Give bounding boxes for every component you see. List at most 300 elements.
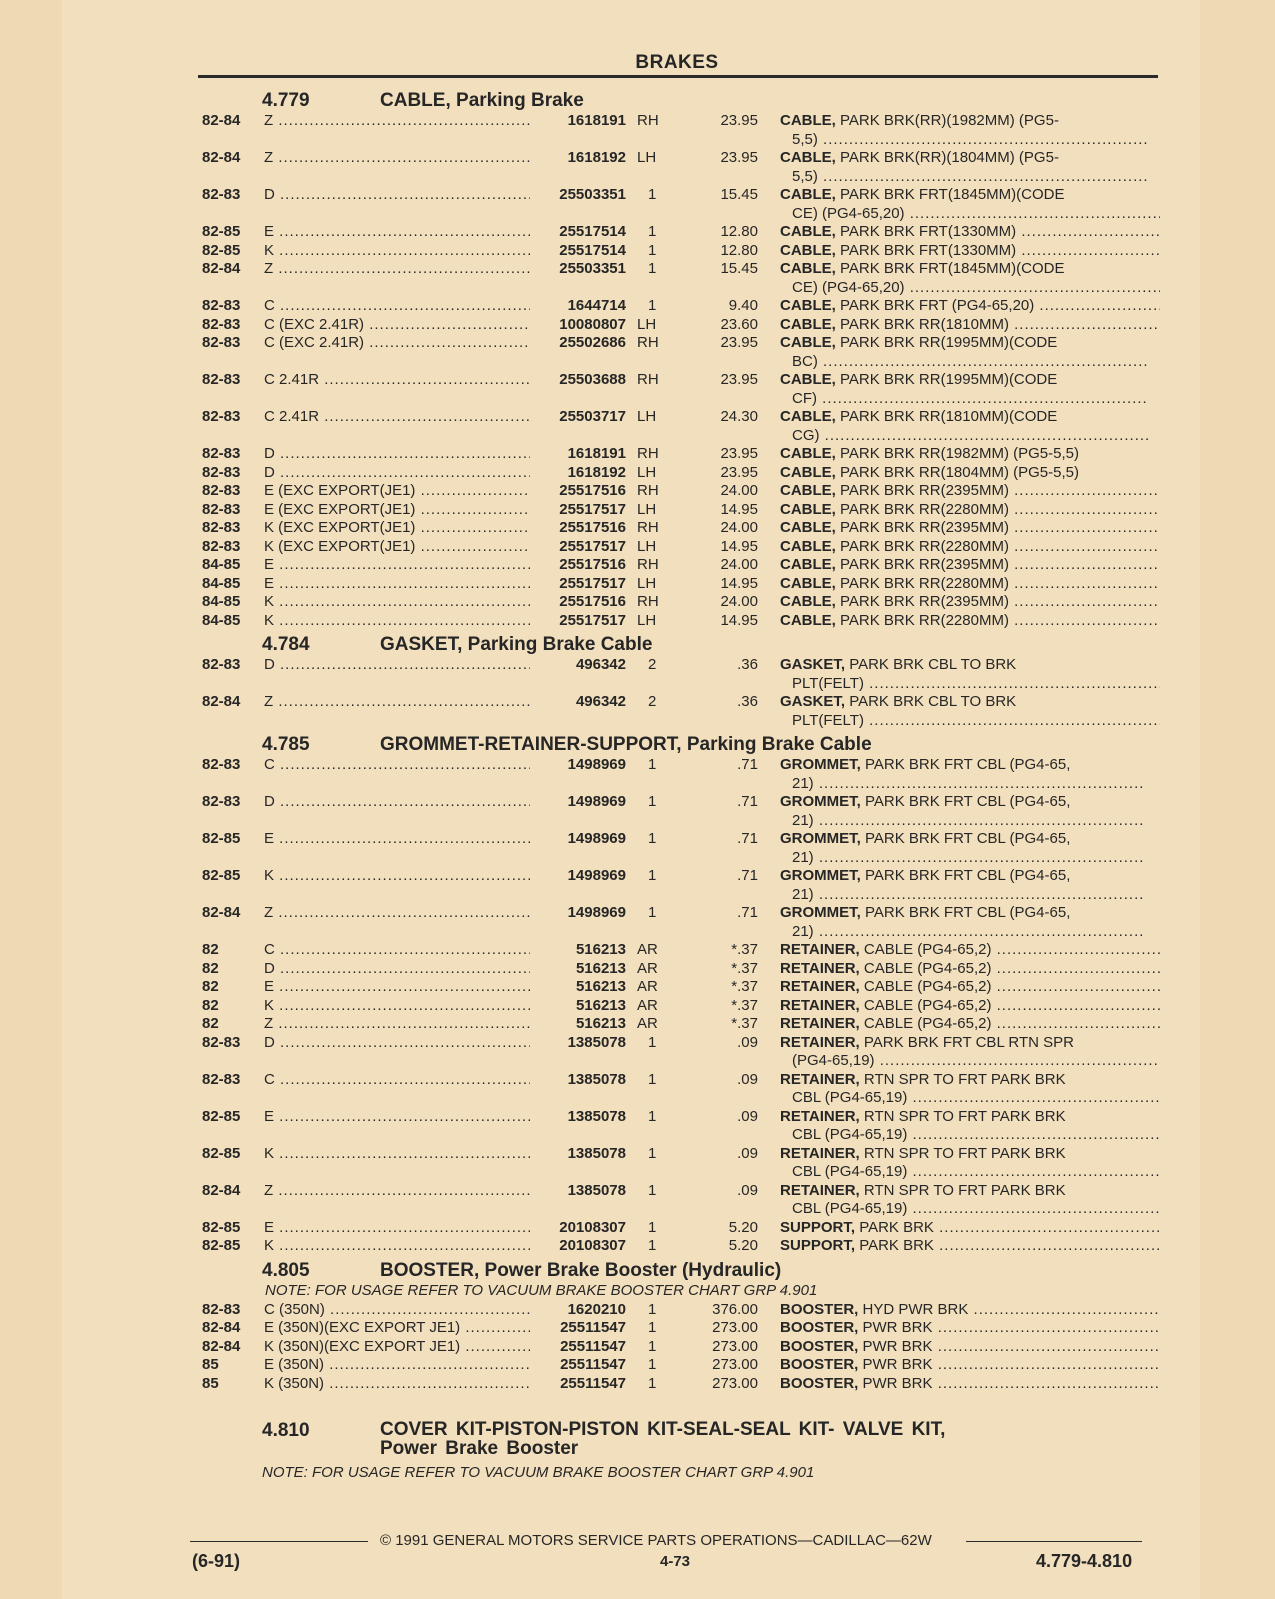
description-text: PARK BRK RR(1995MM)(CODE <box>840 334 1058 351</box>
price: 5.20 <box>728 1237 758 1254</box>
price: 23.60 <box>720 315 758 333</box>
description-text: HYD PWR BRK <box>862 1300 969 1318</box>
description-keyword: CABLE, <box>780 260 836 277</box>
quantity: LH <box>637 611 657 629</box>
price: 24.00 <box>720 482 758 499</box>
description <box>780 482 1160 501</box>
description-keyword: CABLE, <box>780 537 836 555</box>
part-number: 496342 <box>530 656 626 675</box>
model-years: 84-85 <box>202 593 241 610</box>
description <box>780 693 1160 730</box>
part-row <box>200 960 1160 979</box>
description-text: CABLE (PG4-65,2) <box>863 959 992 977</box>
price: 273.00 <box>712 1356 758 1373</box>
quantity: RH <box>637 445 659 462</box>
quantity: 1 <box>648 1356 657 1373</box>
model-years: 82 <box>202 978 219 995</box>
description-line1 <box>780 756 1070 773</box>
model-years: 84-85 <box>202 574 241 592</box>
description <box>780 371 1160 408</box>
quantity: 1 <box>648 1319 657 1336</box>
description-keyword: RETAINER, <box>780 1181 860 1199</box>
part-number: 1498969 <box>530 793 626 812</box>
part-number: 516213 <box>530 960 626 979</box>
description-keyword: CABLE, <box>780 223 836 240</box>
part-number: 1498969 <box>530 867 626 886</box>
part-number: 25502686 <box>530 334 626 353</box>
model-years: 84-85 <box>202 611 241 629</box>
part-number: 25503351 <box>530 260 626 279</box>
model-years: 82-85 <box>202 1218 241 1236</box>
model-years: 82-83 <box>202 297 241 314</box>
section-title <box>380 634 652 656</box>
description-line1 <box>780 960 1160 977</box>
quantity: 1 <box>648 1337 657 1355</box>
quantity: 1 <box>648 297 657 314</box>
section-note: NOTE: FOR USAGE REFER TO VACUUM BRAKE BOOSTER CHART GRP 4.901 <box>262 1464 815 1481</box>
series-code: Z ..... <box>264 693 531 712</box>
description-text: PARK BRK RR(2395MM) <box>840 519 1009 536</box>
quantity: RH <box>637 593 659 610</box>
model-years: 82-83 <box>202 482 241 499</box>
part-number: 25517516 <box>530 556 626 575</box>
description-line2: PLT(FELT) ..... <box>780 712 1160 731</box>
description-line2: 5,5) ..... <box>780 131 1160 150</box>
description-line1 <box>780 830 1070 847</box>
section-title-rest: Power Brake Booster (Hydraulic) <box>484 1259 782 1281</box>
description <box>780 1071 1160 1108</box>
description-line2: 21) ..... <box>780 923 1160 942</box>
description-text: RTN SPR TO FRT PARK BRK <box>863 1144 1066 1162</box>
description-line1 <box>780 334 1057 351</box>
description-text: CABLE (PG4-65,2) <box>863 1015 992 1032</box>
model-years: 82-85 <box>202 830 241 847</box>
quantity: 1 <box>648 1107 657 1125</box>
description-line1 <box>780 371 1057 388</box>
revision-date: (6-91) <box>192 1551 241 1571</box>
series-code: D ..... <box>264 960 531 979</box>
quantity: AR <box>637 996 658 1014</box>
part-row <box>200 830 1160 867</box>
model-years: 82-83 <box>202 656 241 673</box>
description-keyword: CABLE, <box>780 574 836 592</box>
description-text: PARK BRK RR(2280MM) <box>840 537 1009 555</box>
description <box>780 978 1160 997</box>
quantity: 1 <box>648 793 657 810</box>
description-line1 <box>780 793 1070 810</box>
part-number: 1498969 <box>530 904 626 923</box>
description-keyword: CABLE, <box>780 297 836 314</box>
model-years: 82-83 <box>202 334 241 351</box>
series-code: Z ..... <box>264 904 531 923</box>
description-line1 <box>780 112 1059 129</box>
price: .36 <box>737 656 758 673</box>
series-code: D ..... <box>264 656 531 675</box>
part-row <box>200 464 1160 483</box>
model-years: 82-83 <box>202 1070 241 1088</box>
description-text: PARK BRK CBL TO BRK <box>849 656 1017 673</box>
model-years: 82-83 <box>202 445 241 462</box>
series-code: C 2.41R ..... <box>264 408 531 427</box>
part-number: 1644714 <box>530 297 626 316</box>
part-number: 25503688 <box>530 371 626 390</box>
description-line1 <box>780 1219 1160 1236</box>
model-years: 82-84 <box>202 904 241 921</box>
description <box>780 242 1160 261</box>
part-row <box>200 756 1160 793</box>
price: 14.95 <box>720 500 758 518</box>
description <box>780 1338 1160 1357</box>
description-line1 <box>780 575 1160 592</box>
part-row <box>200 112 1160 149</box>
description-text: PWR BRK <box>862 1374 933 1392</box>
price: .09 <box>737 1144 758 1162</box>
price: 273.00 <box>712 1337 758 1355</box>
footer-rule-left <box>190 1541 368 1542</box>
price: *.37 <box>731 941 758 958</box>
description-keyword: CABLE, <box>780 519 836 536</box>
description-line2: 21) ..... <box>780 849 1160 868</box>
part-row <box>200 904 1160 941</box>
quantity: 1 <box>648 1237 657 1254</box>
series-code: C 2.41R ..... <box>264 371 531 390</box>
quantity: 1 <box>648 1374 657 1392</box>
price: 9.40 <box>728 297 758 314</box>
price: .09 <box>737 1033 758 1051</box>
part-row <box>200 501 1160 520</box>
series-code: D ..... <box>264 1034 531 1053</box>
series-code: C ..... <box>264 756 531 775</box>
price: 12.80 <box>720 223 758 240</box>
description-line2: CG) ..... <box>780 427 1160 446</box>
quantity: 1 <box>648 260 657 277</box>
model-years: 82-83 <box>202 756 241 773</box>
series-code: C ..... <box>264 297 531 316</box>
description-keyword: GROMMET, <box>780 793 861 810</box>
price: 273.00 <box>712 1374 758 1392</box>
quantity: RH <box>637 371 659 388</box>
part-row <box>200 656 1160 693</box>
description-line1 <box>780 316 1160 333</box>
description-line2: CBL (PG4-65,19) ..... <box>780 1200 1160 1219</box>
price: 23.95 <box>720 334 758 351</box>
description-keyword: CABLE, <box>780 334 836 351</box>
description-text: CABLE (PG4-65,2) <box>863 996 992 1014</box>
model-years: 84-85 <box>202 556 241 573</box>
part-number: 25517517 <box>530 538 626 557</box>
description-keyword: CABLE, <box>780 482 836 499</box>
description-keyword: CABLE, <box>780 593 836 610</box>
part-number: 1498969 <box>530 756 626 775</box>
description-line1 <box>780 612 1160 629</box>
description-text: CABLE (PG4-65,2) <box>863 978 992 995</box>
quantity: 1 <box>648 867 657 884</box>
description-text: RTN SPR TO FRT PARK BRK <box>863 1107 1066 1125</box>
footer-rule-right <box>966 1541 1142 1542</box>
description <box>780 445 1160 464</box>
description-text: PARK BRK RR(2280MM) <box>840 500 1009 518</box>
part-number: 1618192 <box>530 149 626 168</box>
part-row <box>200 371 1160 408</box>
description <box>780 408 1160 445</box>
series-code: Z ..... <box>264 112 531 131</box>
series-code: E ..... <box>264 1108 531 1127</box>
quantity: 1 <box>648 904 657 921</box>
description-line1 <box>780 297 1160 314</box>
copyright-line: © 1991 GENERAL MOTORS SERVICE PARTS OPERATIONS—CADILLAC—62W <box>380 1532 932 1549</box>
description-keyword: BOOSTER, <box>780 1374 859 1392</box>
model-years: 82-83 <box>202 408 241 425</box>
description-line2: CF) ..... <box>780 390 1160 409</box>
description-line2: CE) (PG4-65,20) ..... <box>780 279 1160 298</box>
description <box>780 793 1160 830</box>
description-line1 <box>780 1034 1074 1051</box>
description <box>780 1301 1160 1320</box>
part-row <box>200 997 1160 1016</box>
price: 5.20 <box>728 1218 758 1236</box>
price: .09 <box>737 1181 758 1199</box>
part-row <box>200 693 1160 730</box>
part-row <box>200 612 1160 631</box>
description <box>780 149 1160 186</box>
description-line2: 21) ..... <box>780 886 1160 905</box>
description-line1 <box>780 978 1160 995</box>
description-keyword: GROMMET, <box>780 867 861 884</box>
description <box>780 556 1160 575</box>
description <box>780 1015 1160 1034</box>
section-number: 4.805 <box>262 1259 310 1281</box>
quantity: AR <box>637 959 658 977</box>
description <box>780 1375 1160 1394</box>
section-heading <box>200 630 1160 656</box>
series-code: K ..... <box>264 593 531 612</box>
series-code: D ..... <box>264 186 531 205</box>
quantity: 1 <box>648 1218 657 1236</box>
price: 23.95 <box>720 445 758 462</box>
part-row <box>200 1237 1160 1256</box>
series-code: K ..... <box>264 1145 531 1164</box>
description-text: PARK BRK RR(1804MM) (PG5-5,5) <box>840 463 1079 481</box>
series-code: C ..... <box>264 1071 531 1090</box>
price: .09 <box>737 1107 758 1125</box>
part-number: 25517517 <box>530 612 626 631</box>
series-code: Z ..... <box>264 149 531 168</box>
section-number: 4.810 <box>262 1420 310 1441</box>
series-code: E ..... <box>264 978 531 997</box>
model-years: 82-85 <box>202 1237 241 1254</box>
series-code: C (350N) ..... <box>264 1301 531 1320</box>
description <box>780 1356 1160 1375</box>
description-keyword: CABLE, <box>780 445 836 462</box>
part-row <box>200 1145 1160 1182</box>
description-text: PARK BRK FRT CBL (PG4-65, <box>865 904 1071 921</box>
model-years: 85 <box>202 1356 219 1373</box>
quantity: RH <box>637 556 659 573</box>
price: 273.00 <box>712 1319 758 1336</box>
part-row <box>200 941 1160 960</box>
description-line2: (PG4-65,19) ..... <box>780 1052 1160 1071</box>
description-line1 <box>780 1015 1160 1032</box>
series-code: D ..... <box>264 793 531 812</box>
description-keyword: RETAINER, <box>780 996 860 1014</box>
model-years: 82-84 <box>202 693 241 710</box>
description-line1 <box>780 501 1160 518</box>
part-row <box>200 793 1160 830</box>
description-line1 <box>780 941 1160 958</box>
description-keyword: RETAINER, <box>780 978 860 995</box>
description-keyword: CABLE, <box>780 371 836 388</box>
quantity: LH <box>637 574 657 592</box>
price: 12.80 <box>720 241 758 259</box>
description-line1 <box>780 904 1070 921</box>
description-line1 <box>780 186 1065 203</box>
description <box>780 1319 1160 1338</box>
description-text: PARK BRK CBL TO BRK <box>849 693 1017 710</box>
description-text: PARK BRK RR(1982MM) (PG5-5,5) <box>840 445 1079 462</box>
model-years: 82-85 <box>202 1107 241 1125</box>
section-number: 4.785 <box>262 734 310 755</box>
part-row <box>200 186 1160 223</box>
price: *.37 <box>731 996 758 1014</box>
part-number: 25503717 <box>530 408 626 427</box>
header-rule <box>198 75 1158 78</box>
description-text: PARK BRK FRT(1330MM) <box>840 241 1017 259</box>
description-keyword: SUPPORT, <box>780 1237 856 1254</box>
description-line1 <box>780 149 1059 166</box>
description-line1 <box>780 593 1160 610</box>
quantity: LH <box>637 500 657 518</box>
series-code: C ..... <box>264 941 531 960</box>
series-code: C (EXC 2.41R) ..... <box>264 316 531 335</box>
description <box>780 1108 1160 1145</box>
part-row <box>200 223 1160 242</box>
description-text: PARK BRK RR(1995MM)(CODE <box>840 371 1058 388</box>
description <box>780 501 1160 520</box>
description <box>780 1219 1160 1238</box>
model-years: 82 <box>202 1015 219 1032</box>
description <box>780 260 1160 297</box>
part-row <box>200 519 1160 538</box>
series-code: Z ..... <box>264 260 531 279</box>
section-title <box>380 734 872 756</box>
description <box>780 656 1160 693</box>
description-line2: 21) ..... <box>780 812 1160 831</box>
part-row <box>200 556 1160 575</box>
description-text: PARK BRK <box>859 1218 934 1236</box>
description-keyword: CABLE, <box>780 463 836 481</box>
part-row <box>200 297 1160 316</box>
quantity: 1 <box>648 186 657 203</box>
price: 14.95 <box>720 574 758 592</box>
price: 23.95 <box>720 112 758 129</box>
price: 23.95 <box>720 149 758 166</box>
description-text: PWR BRK <box>862 1319 933 1336</box>
series-code: E ..... <box>264 556 531 575</box>
description <box>780 519 1160 538</box>
description-keyword: CABLE, <box>780 112 836 129</box>
description-line1 <box>780 445 1079 462</box>
part-row <box>200 575 1160 594</box>
description-text: PWR BRK <box>862 1356 933 1373</box>
part-number: 25517517 <box>530 501 626 520</box>
model-years: 82-84 <box>202 260 241 277</box>
part-number: 1620210 <box>530 1301 626 1320</box>
description-keyword: GROMMET, <box>780 830 861 847</box>
part-number: 25511547 <box>530 1319 626 1338</box>
part-number: 516213 <box>530 1015 626 1034</box>
quantity: RH <box>637 482 659 499</box>
price: .71 <box>737 830 758 847</box>
part-row <box>200 1375 1160 1394</box>
description-line2: 21) ..... <box>780 775 1160 794</box>
price: .09 <box>737 1070 758 1088</box>
description-line1 <box>780 1301 1160 1318</box>
description-text: PARK BRK FRT CBL (PG4-65, <box>865 756 1071 773</box>
quantity: 1 <box>648 1070 657 1088</box>
description <box>780 464 1160 483</box>
description-line1 <box>780 408 1057 425</box>
description-line1 <box>780 656 1016 673</box>
series-code: K ..... <box>264 242 531 261</box>
description-keyword: CABLE, <box>780 149 836 166</box>
description-keyword: RETAINER, <box>780 1107 860 1125</box>
description <box>780 186 1160 223</box>
section-title-rest: Parking Brake Cable <box>467 634 653 655</box>
model-years: 82-85 <box>202 1144 241 1162</box>
model-years: 82-83 <box>202 537 241 555</box>
quantity: 2 <box>648 656 657 673</box>
section-number: 4.784 <box>262 634 310 655</box>
description-text: PARK BRK FRT CBL RTN SPR <box>863 1033 1074 1051</box>
description-line1 <box>780 556 1160 573</box>
description-keyword: BOOSTER, <box>780 1300 859 1318</box>
description-text: PARK BRK FRT(1845MM)(CODE <box>840 260 1065 277</box>
description-line2: BC) ..... <box>780 353 1160 372</box>
price: *.37 <box>731 1015 758 1032</box>
description <box>780 612 1160 631</box>
description-text: PARK BRK FRT(1330MM) <box>840 223 1017 240</box>
description-text: PWR BRK <box>862 1337 933 1355</box>
series-code: C (EXC 2.41R) ..... <box>264 334 531 353</box>
part-number: 25517514 <box>530 242 626 261</box>
description <box>780 1145 1160 1182</box>
price: *.37 <box>731 978 758 995</box>
part-row <box>200 1182 1160 1219</box>
description-keyword: RETAINER, <box>780 1070 860 1088</box>
series-code: E (350N) ..... <box>264 1356 531 1375</box>
description-line1 <box>780 223 1160 240</box>
series-code: K (350N) ..... <box>264 1375 531 1394</box>
description-text: PARK BRK <box>859 1237 934 1254</box>
model-years: 82-85 <box>202 241 241 259</box>
description <box>780 223 1160 242</box>
model-years: 82-83 <box>202 500 241 518</box>
series-code: K ..... <box>264 612 531 631</box>
section-heading <box>200 1256 1160 1282</box>
description-text: PARK BRK RR(1810MM) <box>840 315 1009 333</box>
series-code: K (350N)(EXC EXPORT JE1) ..... <box>264 1338 531 1357</box>
model-years: 82 <box>202 996 219 1014</box>
part-number: 1618192 <box>530 464 626 483</box>
part-row <box>200 1015 1160 1034</box>
description-line1 <box>780 867 1070 884</box>
quantity: AR <box>637 941 658 958</box>
section-title-rest: Parking Brake <box>456 90 584 111</box>
series-code: K ..... <box>264 867 531 886</box>
series-code: E (EXC EXPORT(JE1) ..... <box>264 482 531 501</box>
quantity: LH <box>637 408 657 425</box>
part-row <box>200 1338 1160 1357</box>
